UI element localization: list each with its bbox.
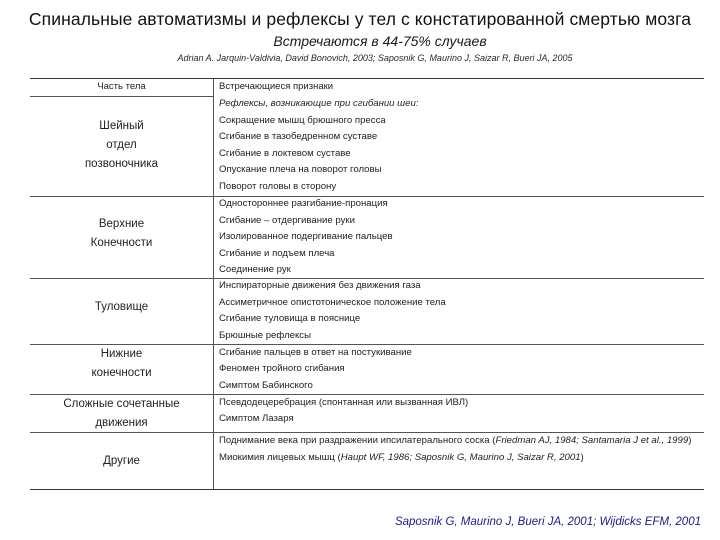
page-subtitle: Встречаются в 44-75% случаев <box>273 33 487 49</box>
sign-text: ) <box>688 435 692 446</box>
sign-item: Сгибание пальцев в ответ на постукивание <box>219 346 412 358</box>
table-row-body-part <box>30 214 213 254</box>
sign-item <box>219 450 701 467</box>
sign-item: Изолированное подергивание пальцев <box>219 231 393 243</box>
sign-item <box>219 433 701 450</box>
column-divider <box>213 79 214 489</box>
sign-text: ) <box>580 451 584 463</box>
footer-reference: Saposnik G, Maurino J, Bueri JA, 2001; Wijdicks EFM, 2001 <box>394 516 701 528</box>
sign-item: Ассиметричное опистотоническое положение тела <box>219 296 446 308</box>
body-part-label: Нижние <box>100 348 143 360</box>
sign-citation: Haupt WF, 1986; Saposnik G, Maurino J, Saizar R, 2001 <box>340 451 581 463</box>
sign-item: Симптом Лазаря <box>219 413 294 424</box>
sign-item: Сгибание – отдергивание руки <box>219 214 355 226</box>
body-part-label: Сложные сочетанные <box>63 398 180 410</box>
sign-item: Псевдодецеребрация (спонтанная или вызванная ИВЛ) <box>219 396 469 408</box>
sign-item: Соединение рук <box>219 264 291 276</box>
column-header-signs: Встречающиеся признаки <box>219 81 334 92</box>
body-part-label: Туловище <box>94 300 149 313</box>
sign-item-heading: Рефлексы, возникающие при сгибании шеи: <box>219 98 419 109</box>
sign-item: Сгибание в локтевом суставе <box>219 147 351 159</box>
table-row-body-part <box>30 344 213 384</box>
body-part-label: движения <box>95 417 148 429</box>
sign-item: Сгибание в тазобедренном суставе <box>219 131 378 143</box>
page-title: Спинальные автоматизмы и рефлексы у тел с констатированной смертью мозга <box>28 9 692 29</box>
column-header-body-part: Часть тела <box>97 81 146 92</box>
sign-item: Феномен тройного сгибания <box>219 363 345 374</box>
body-part-label: отдел <box>106 138 137 151</box>
table-row-body-part <box>30 296 213 318</box>
sign-citation: Friedman AJ, 1984; Santamaria J et al., 1999 <box>495 435 689 446</box>
table-row-body-part <box>30 114 213 176</box>
header-divider <box>30 96 213 97</box>
authors-citation: Adrian A. Jarquin-Valdivia, David Bonovich, 2003; Saposnik G, Maurino J, Saizar R, Bueri JA, 2005 <box>177 53 573 63</box>
body-part-label: Верхние <box>98 218 145 230</box>
sign-item: Сокращение мышц брюшного пресса <box>219 114 386 126</box>
sign-item: Сгибание туловища в пояснице <box>219 313 361 325</box>
sign-item: Поворот головы в сторону <box>219 181 337 192</box>
sign-item: Сгибание и подъем плеча <box>219 247 335 259</box>
sign-item: Симптом Бабинского <box>219 379 313 391</box>
table-row-body-part <box>30 394 213 434</box>
sign-item: Опускание плеча на поворот головы <box>219 164 382 176</box>
body-part-label: Конечности <box>90 237 153 249</box>
sign-text: Миокимия лицевых мышц ( <box>219 451 341 463</box>
sign-item: Инспираторные движения без движения газа <box>219 280 421 291</box>
body-part-label: Другие <box>103 454 140 467</box>
table-row-body-part <box>30 450 213 472</box>
sign-text: Поднимание века при раздражении ипсилатерального соска ( <box>219 435 496 446</box>
sign-item-other <box>219 433 701 466</box>
sign-item: Одностороннее разгибание-пронация <box>219 198 388 209</box>
body-part-label: позвоночника <box>84 157 159 170</box>
body-part-label: конечности <box>91 367 152 379</box>
sign-item: Брюшные рефлексы <box>219 329 312 341</box>
body-part-label: Шейный <box>99 119 144 132</box>
